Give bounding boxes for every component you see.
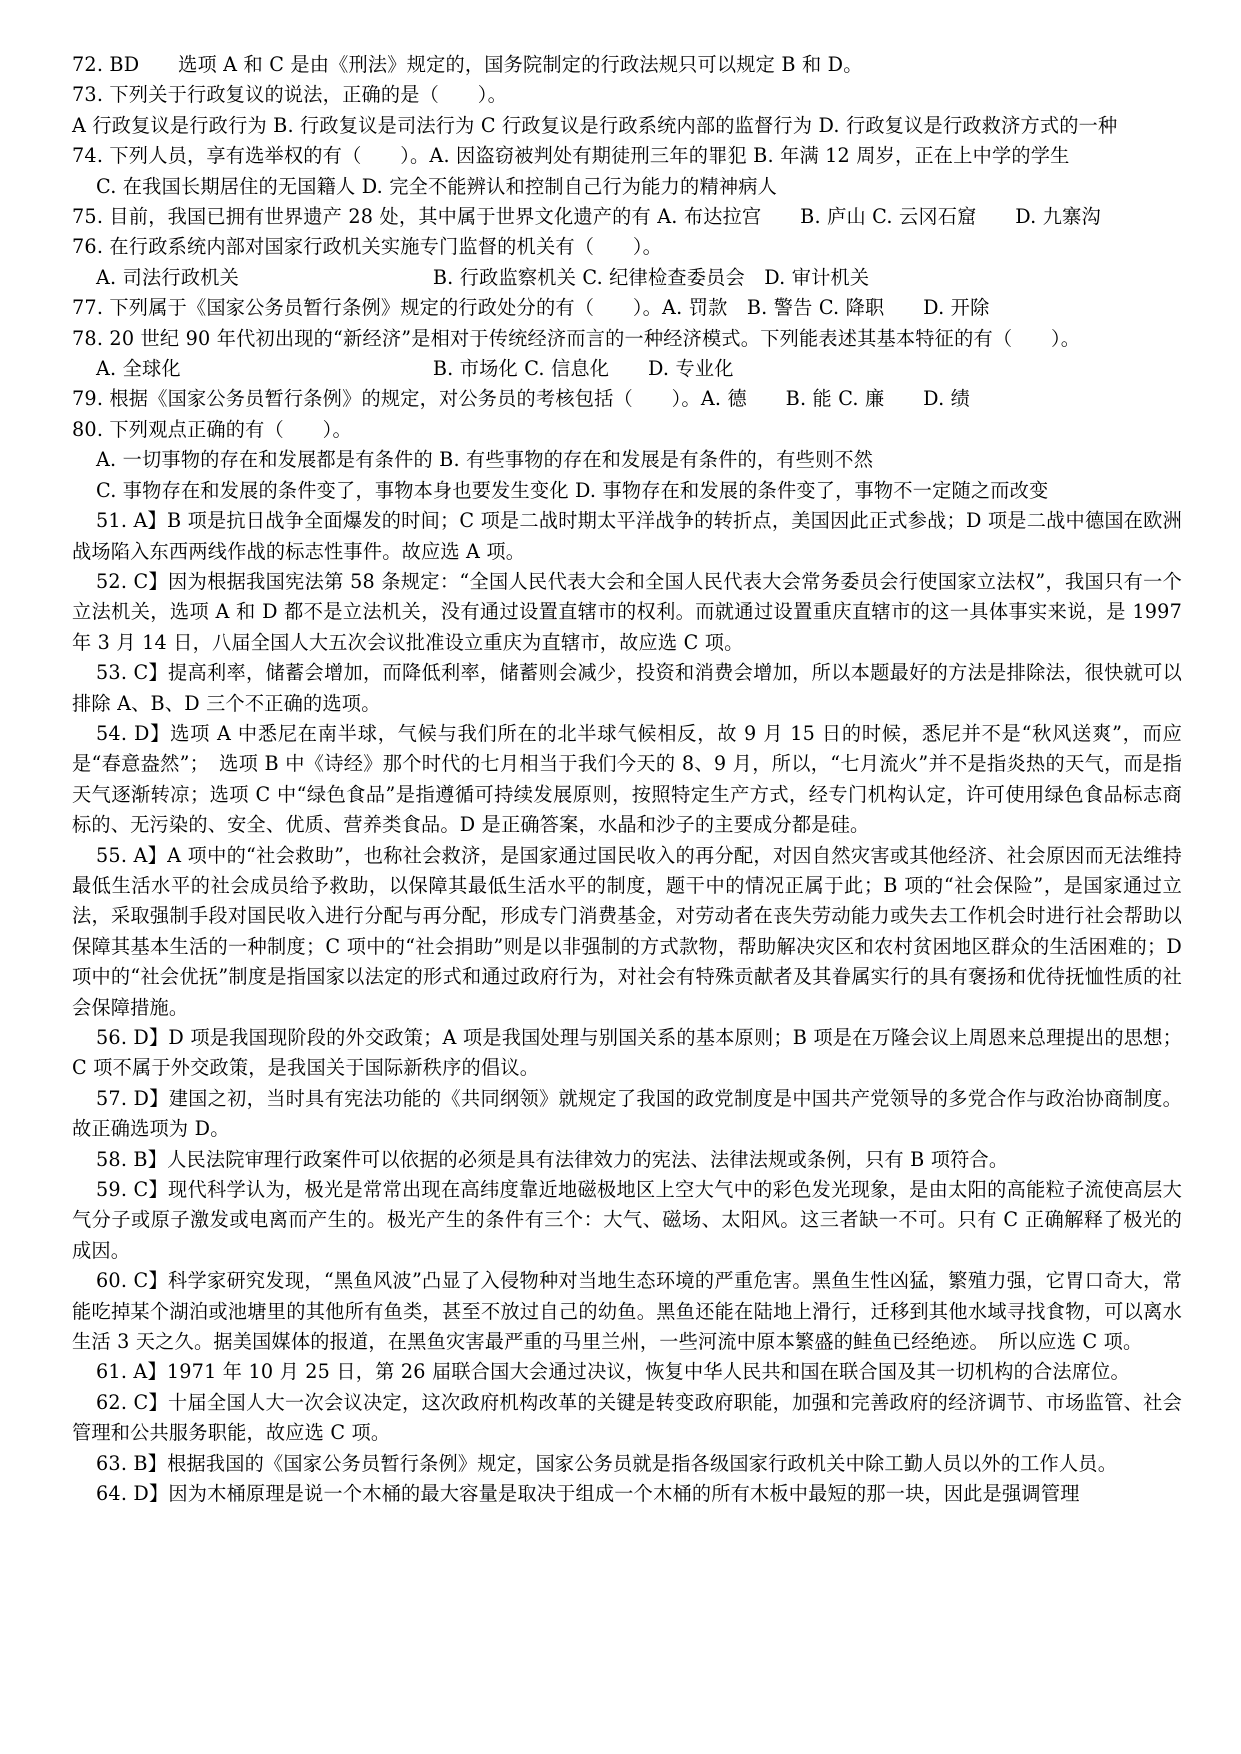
question-paragraph: 72. BD 选项 A 和 C 是由《刑法》规定的，国务院制定的行政法规只可以规定 B 和 D。 xyxy=(72,53,863,76)
answer-paragraph: 54. D】选项 A 中悉尼在南半球，气候与我们所在的北半球气候相反，故 9 月 15 日的时候，悉尼并不是“秋风送爽”，而应是“春意盎然”； 选项 B 中《诗经》那个时代的七月相当于我们今天的 8、9 月，所以，“七月流火”并不是指炎热的天气，而是指天气逐渐转凉；选项 C 中“绿色食品”是指遵循可持续发展原则，按照特定生产方式，经专门机构认定，许可使用绿色食品标志商标的、无污染的、安全、优质、营养类食品。D 是正确答案，水晶和沙子的主要成分都是硅。 xyxy=(72,721,1182,837)
question-paragraph: 79. 根据《国家公务员暂行条例》的规定，对公务员的考核包括（ ）。A. 德 B. 能 C. 廉 D. 绩 xyxy=(72,387,971,411)
answer-paragraph: 53. C】提高利率，储蓄会增加，而降低利率，储蓄则会减少，投资和消费会增加，所以本题最好的方法是排除法，很快就可以排除 A、B、D 三个不正确的选项。 xyxy=(72,661,1182,715)
answer-paragraph: 52. C】因为根据我国宪法第 58 条规定：“全国人民代表大会和全国人民代表大会常务委员会行使国家立法权”，我国只有一个立法机关，选项 A 和 D 都不是立法机关，没有通过设置直辖市的权利。而就通过设置重庆直辖市的这一具体事实来说，是 1997 年 3 月 14 日，八届全国人大五次会议批准设立重庆为直辖市，故应选 C 项。 xyxy=(72,569,1189,654)
answer-paragraph: 63. B】根据我国的《国家公务员暂行条例》规定，国家公务员就是指各级国家行政机关中除工勤人员以外的工作人员。 xyxy=(96,1451,1118,1475)
answer-paragraph: 61. A】1971 年 10 月 25 日，第 26 届联合国大会通过决议，恢复中华人民共和国在联合国及其一切机构的合法席位。 xyxy=(96,1360,1130,1384)
question-paragraph: A 行政复议是行政行为 B. 行政复议是司法行为 C 行政复议是行政系统内部的监督行为 D. 行政复议是行政救济方式的一种 xyxy=(72,113,1118,137)
question-paragraph: 80. 下列观点正确的有（ ）。 xyxy=(72,417,352,441)
answer-paragraph: 55. A】A 项中的“社会救助”，也称社会救济，是国家通过国民收入的再分配，对因自然灾害或其他经济、社会原因而无法维持最低生活水平的社会成员给予救助，以保障其最低生活水平的制度，题干中的情况正属于此；B 项的“社会保险”，是国家通过立法，采取强制手段对国民收入进行分配与再分配，形成专门消费基金，对劳动者在丧失劳动能力或失去工作机会时进行社会帮助以保障其基本生活的一种制度；C 项中的“社会捐助”则是以非强制的方式款物，帮助解决灾区和农村贫困地区群众的生活困难的；D 项中的“社会优抚”制度是指国家以法定的形式和通过政府行为，对社会有特殊贡献者及其眷属实行的具有褒扬和优待抚恤性质的社会保障措施。 xyxy=(72,843,1189,1019)
answer-paragraph: 51. A】B 项是抗日战争全面爆发的时间；C 项是二战时期太平洋战争的转折点，美国因此正式参战；D 项是二战中德国在欧洲战场陷入东西两线作战的标志性事件。故应选 A 项。 xyxy=(72,509,1182,563)
answer-paragraph: 56. D】D 项是我国现阶段的外交政策；A 项是我国处理与别国关系的基本原则；B 项是在万隆会议上周恩来总理提出的思想；C 项不属于外交政策，是我国关于国际新秩序的倡议。 xyxy=(72,1026,1182,1080)
question-paragraph: A. 全球化 B. 市场化 C. 信息化 D. 专业化 xyxy=(96,357,734,381)
answer-paragraph: 59. C】现代科学认为，极光是常常出现在高纬度靠近地磁极地区上空大气中的彩色发光现象，是由太阳的高能粒子流使高层大气分子或原子激发或电离而产生的。极光产生的条件有三个：大气、磁场、太阳风。这三者缺一不可。只有 C 正确解释了极光的成因。 xyxy=(72,1178,1182,1262)
question-paragraph: 76. 在行政系统内部对国家行政机关实施专门监督的机关有（ ）。 xyxy=(72,235,663,259)
question-paragraph: C. 事物存在和发展的条件变了，事物本身也要发生变化 D. 事物存在和发展的条件变了，事物不一定随之而改变 xyxy=(96,478,1049,502)
answer-paragraph: 64. D】因为木桶原理是说一个木桶的最大容量是取决于组成一个木桶的所有木板中最短的那一块，因此是强调管理 xyxy=(96,1482,1080,1506)
answer-paragraph: 58. B】人民法院审理行政案件可以依据的必须是具有法律效力的宪法、法律法规或条例，只有 B 项符合。 xyxy=(96,1147,1009,1171)
question-paragraph: 73. 下列关于行政复议的说法，正确的是（ ）。 xyxy=(72,83,507,107)
question-paragraph: C. 在我国长期居住的无国籍人 D. 完全不能辨认和控制自己行为能力的精神病人 xyxy=(96,174,777,198)
question-paragraph: 75. 目前，我国已拥有世界遗产 28 处，其中属于世界文化遗产的有 A. 布达拉宫 B. 庐山 C. 云冈石窟 D. 九寨沟 xyxy=(72,205,1101,229)
answer-paragraph: 60. C】科学家研究发现，“黑鱼风波”凸显了入侵物种对当地生态环境的严重危害。黑鱼生性凶猛，繁殖力强，它胃口奇大，常能吃掉某个湖泊或池塘里的其他所有鱼类，甚至不放过自己的幼鱼。黑鱼还能在陆地上滑行，迁移到其他水域寻找食物，可以离水生活 3 天之久。据美国媒体的报道，在黑鱼灾害最严重的马里兰州，一些河流中原本繁盛的鲑鱼已经绝迹。 所以应选 C 项。 xyxy=(72,1269,1182,1354)
question-paragraph: A. 司法行政机关 B. 行政监察机关 C. 纪律检查委员会 D. 审计机关 xyxy=(96,265,870,289)
question-paragraph: A. 一切事物的存在和发展都是有条件的 B. 有些事物的存在和发展是有条件的，有些则不然 xyxy=(96,448,874,472)
question-paragraph: 74. 下列人员，享有选举权的有（ ）。A. 因盗窃被判处有期徒刑三年的罪犯 B. 年满 12 周岁，正在上中学的学生 xyxy=(72,144,1070,168)
answer-paragraph: 62. C】十届全国人大一次会议决定，这次政府机构改革的关键是转变政府职能，加强和完善政府的经济调节、市场监管、社会管理和公共服务职能，故应选 C 项。 xyxy=(72,1390,1182,1445)
answer-paragraph: 57. D】建国之初，当时具有宪法功能的《共同纲领》就规定了我国的政党制度是中国共产党领导的多党合作与政治协商制度。故正确选项为 D。 xyxy=(72,1086,1182,1141)
document-body xyxy=(72,50,1189,1510)
question-paragraph: 78. 20 世纪 90 年代初出现的“新经济”是相对于传统经济而言的一种经济模式。下列能表述其基本特征的有（ ）。 xyxy=(72,326,1081,350)
question-paragraph: 77. 下列属于《国家公务员暂行条例》规定的行政处分的有（ ）。A. 罚款 B. 警告 C. 降职 D. 开除 xyxy=(72,296,990,320)
